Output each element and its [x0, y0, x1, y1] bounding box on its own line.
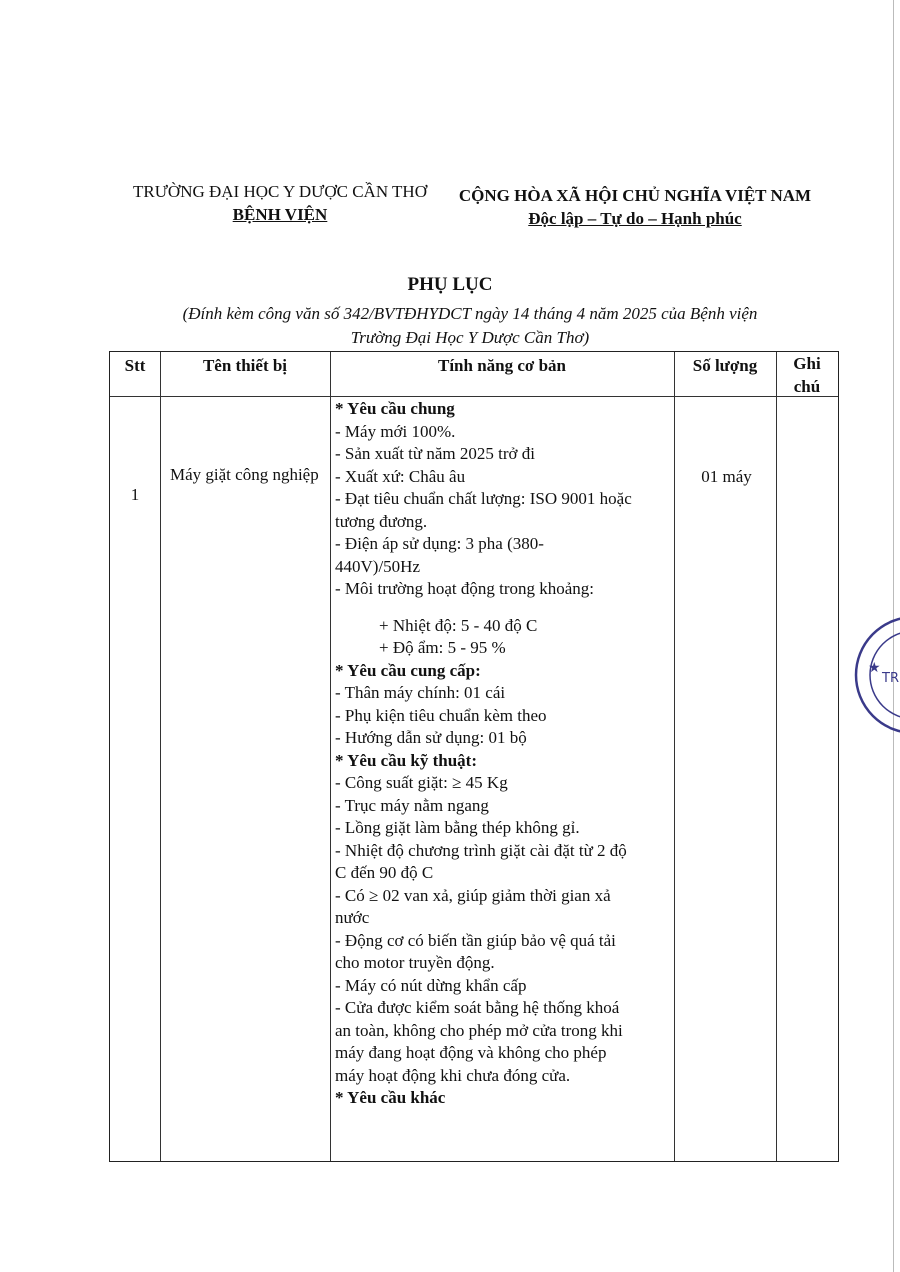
spec-line: - Thân máy chính: 01 cái	[335, 683, 506, 702]
svg-text:TR: TR	[882, 671, 899, 686]
spec-line: 440V)/50Hz	[335, 556, 420, 576]
spec-line: máy đang hoạt động và không cho phép	[335, 1043, 607, 1062]
column-divider	[160, 352, 161, 1161]
header-device-name: Tên thiết bị	[202, 356, 288, 375]
spec-line: - Môi trường hoạt động trong khoảng:	[335, 579, 595, 598]
spec-line: + Nhiệt độ: 5 - 40 độ C	[379, 615, 538, 635]
seal-stamp-icon	[852, 610, 900, 740]
row-device-name: Máy giặt công nghiệp	[170, 465, 319, 484]
header-quantity: Số lượng	[692, 356, 758, 375]
issuing-organization	[110, 180, 450, 226]
spec-section-heading: * Yêu cầu kỹ thuật:	[335, 750, 477, 770]
spec-line: tương đương.	[335, 511, 428, 531]
national-motto: Độc lập – Tự do – Hạnh phúc	[528, 209, 742, 228]
row-quantity: 01 máy	[701, 467, 752, 486]
spec-line: - Điện áp sử dụng: 3 pha (380-	[335, 534, 544, 553]
spec-line: cho motor truyền động.	[335, 953, 495, 972]
spec-line: - Có ≥ 02 van xả, giúp giảm thời gian xả	[335, 885, 611, 905]
spec-line: - Máy có nút dừng khẩn cấp	[335, 975, 527, 995]
spec-line: an toàn, không cho phép mở cửa trong khi	[335, 1020, 623, 1040]
national-header	[440, 184, 830, 230]
spec-line: C đến 90 độ C	[335, 863, 434, 882]
spec-line: - Trục máy nằm ngang	[335, 795, 489, 815]
spec-line: - Công suất giặt: ≥ 45 Kg	[335, 773, 508, 792]
spec-line: - Động cơ có biến tần giúp bảo vệ quá tải	[335, 930, 616, 950]
org-name: BỆNH VIỆN	[232, 205, 328, 224]
subtitle-line-1: (Đính kèm công văn số 342/BVTĐHYDCT ngày 14 tháng 4 năm 2025 của Bệnh viện	[182, 304, 758, 323]
nation-name: CỘNG HÒA XÃ HỘI CHỦ NGHĨA VIỆT NAM	[458, 186, 812, 205]
spec-line: - Đạt tiêu chuẩn chất lượng: ISO 9001 hoặc	[335, 489, 632, 508]
spec-line: - Hướng dẫn sử dụng: 01 bộ	[335, 728, 527, 747]
spec-line: - Cửa được kiểm soát bằng hệ thống khoá	[335, 998, 620, 1017]
subtitle-line-2: Trường Đại Học Y Dược Cần Thơ)	[350, 328, 590, 347]
org-parent: TRƯỜNG ĐẠI HỌC Y DƯỢC CẦN THƠ	[133, 182, 427, 201]
header-features: Tính năng cơ bản	[438, 356, 566, 375]
header-note: Ghi chú	[793, 354, 821, 396]
equipment-table	[109, 351, 839, 1162]
spec-line: nước	[335, 908, 370, 927]
row-spec-list	[335, 398, 675, 1110]
svg-text:★: ★	[868, 660, 881, 676]
document-title: PHỤ LỤC	[407, 274, 493, 295]
spec-line: - Phụ kiện tiêu chuẩn kèm theo	[335, 705, 547, 725]
spec-line: - Nhiệt độ chương trình giặt cài đặt từ 2 độ	[335, 840, 627, 860]
official-seal	[852, 610, 900, 740]
row-stt: 1	[130, 485, 140, 504]
spec-line: máy hoạt động khi chưa đóng cửa.	[335, 1065, 571, 1085]
spec-line: + Độ ẩm: 5 - 95 %	[379, 638, 506, 657]
spec-section-heading: * Yêu cầu khác	[335, 1088, 446, 1107]
document-subtitle	[100, 302, 840, 350]
spec-line: - Xuất xứ: Châu âu	[335, 466, 466, 486]
spec-line: - Sản xuất từ năm 2025 trở đi	[335, 444, 535, 463]
header-stt: Stt	[124, 356, 146, 375]
spec-line: - Lồng giặt làm bằng thép không gỉ.	[335, 818, 580, 837]
spec-section-heading: * Yêu cầu cung cấp:	[335, 660, 481, 680]
column-divider	[330, 352, 331, 1161]
spec-line: - Máy mới 100%.	[335, 421, 456, 441]
header-row-divider	[110, 396, 838, 397]
spec-spacer	[335, 601, 675, 615]
spec-section-heading: * Yêu cầu chung	[335, 399, 455, 418]
